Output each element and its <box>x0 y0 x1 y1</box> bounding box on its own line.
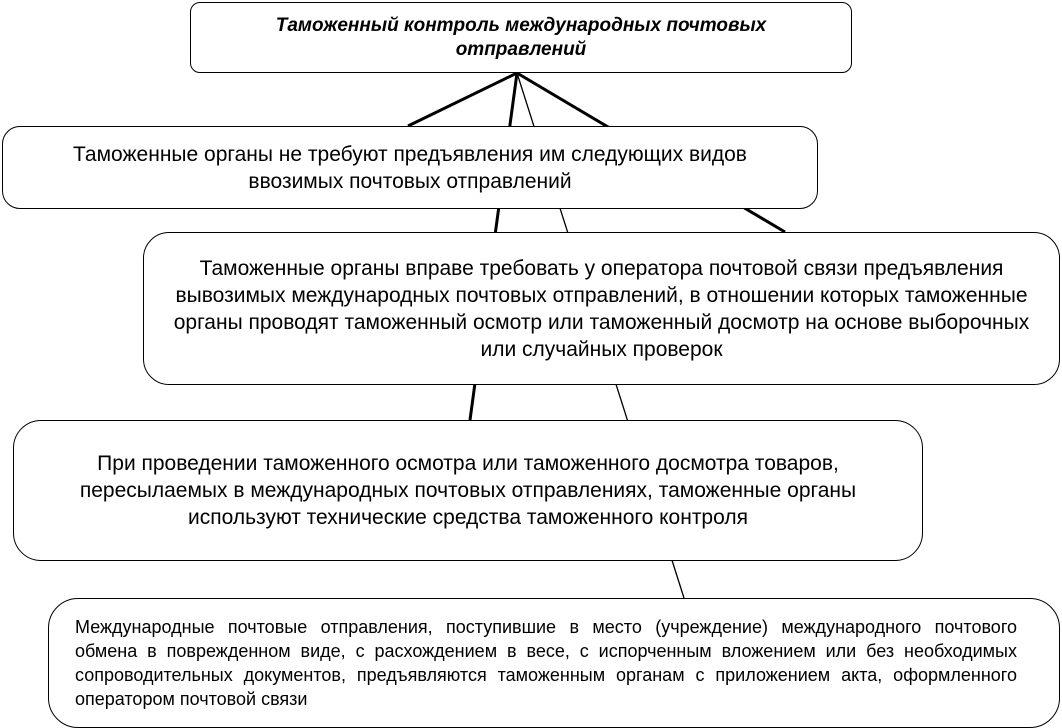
connector-title-to-node-1 <box>408 73 517 126</box>
box-not-required-items <box>2 126 818 209</box>
box-request-export-items <box>143 232 1060 385</box>
title-box <box>190 2 852 73</box>
box-request-export-items-text: Таможенные органы вправе требовать у оператора почтовой связи предъявления вывозимых международных почтовых отправлений, в отношении которых таможенные органы проводят таможенный осмотр или таможенный досмотр на основе выборочных или случайных проверок <box>173 256 1030 361</box>
box-technical-means-text: При проведении таможенного осмотра или таможенного досмотра товаров, пересылаемых в международных почтовых отправлениях, таможенные органы используют технические средства таможенного контроля <box>79 452 857 529</box>
box-technical-means <box>13 420 923 561</box>
title-text: Таможенный контроль международных почтовых отправлений <box>275 14 767 60</box>
box-damaged-items-text: Международные почтовые отправления, поступившие в место (учреждение) международного почтового обмена в поврежденном виде, с расхождением в весе, с испорченным вложением или без необходимых сопроводительных документов, предъявляются таможенным органам с приложением акта, оформленного оператором почтовой связи <box>75 617 1017 709</box>
box-damaged-items <box>48 598 1060 728</box>
box-not-required-items-text: Таможенные органы не требуют предъявления им следующих видов ввозимых почтовых отправлений <box>73 142 747 193</box>
